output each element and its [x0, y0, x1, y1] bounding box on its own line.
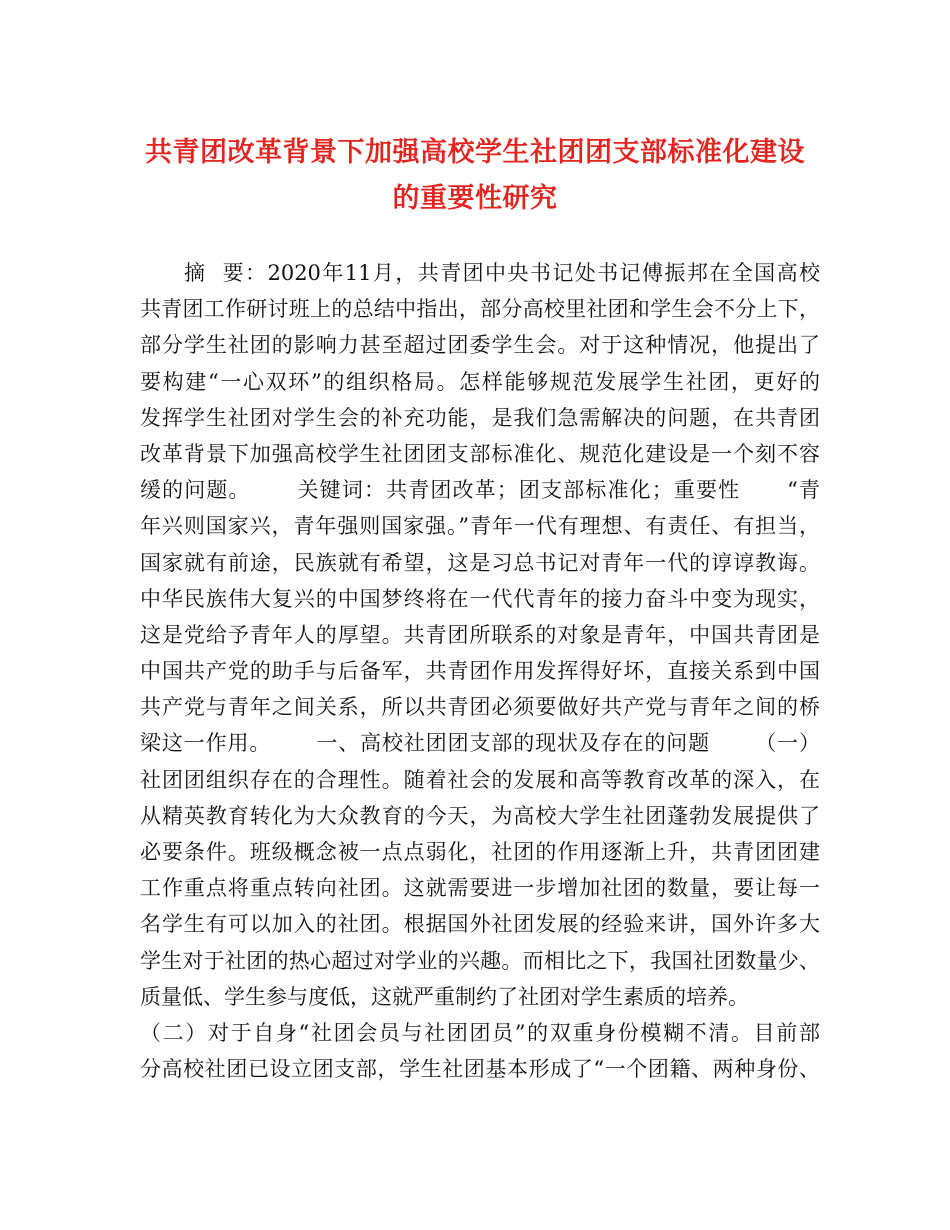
body-line-3: 部分学生社团的影响力甚至超过团委学生会。对于这种情况，他提出了: [140, 333, 820, 358]
body-line-1: 摘 要：2020年11月，共青团中央书记处书记傅振邦在全国高校: [184, 261, 820, 285]
body-line-16: 从精英教育转化为大众教育的今天，为高校大学生社团蓬勃发展提供了: [140, 803, 820, 828]
document-body: [140, 255, 820, 1087]
body-line-11: 这是党给予青年人的厚望。共青团所联系的对象是青年，中国共青团是: [140, 622, 820, 647]
body-line-13: 共产党与青年之间关系，所以共青团必须要做好共产党与青年之间的桥: [140, 695, 820, 720]
body-line-21: 质量低、学生参与度低，这就严重制约了社团对学生素质的培养。: [140, 984, 749, 1009]
body-line-22: （二）对于自身“社团会员与社团团员”的双重身份模糊不清。目前部: [140, 1020, 820, 1045]
body-line-4: 要构建“一心双环”的组织格局。怎样能够规范发展学生社团，更好的: [140, 369, 820, 394]
body-line-20: 学生对于社团的热心超过对学业的兴趣。而相比之下，我国社团数量少、: [140, 948, 820, 973]
body-line-15: 社团团组织存在的合理性。随着社会的发展和高等教育改革的深入，在: [140, 767, 820, 792]
body-line-6: 改革背景下加强高校学生社团团支部标准化、规范化建设是一个刻不容: [140, 441, 820, 466]
body-line-2: 共青团工作研讨班上的总结中指出，部分高校里社团和学生会不分上下，: [140, 297, 820, 322]
document-title-line-1: 共青团改革背景下加强高校学生社团团支部标准化建设: [145, 137, 805, 168]
body-line-10: 中华民族伟大复兴的中国梦终将在一代代青年的接力奋斗中变为现实，: [140, 586, 820, 611]
body-line-14: 梁这一作用。 一、高校社团团支部的现状及存在的问题 （一）: [140, 731, 820, 756]
document-title-line-2: 的重要性研究: [392, 183, 558, 214]
body-line-18: 工作重点将重点转向社团。这就需要进一步增加社团的数量，要让每一: [140, 876, 820, 901]
body-line-12: 中国共产党的助手与后备军，共青团作用发挥得好坏，直接关系到中国: [140, 659, 820, 684]
body-line-5: 发挥学生社团对学生会的补充功能，是我们急需解决的问题，在共青团: [140, 405, 820, 430]
body-line-7: 缓的问题。 关键词：共青团改革；团支部标准化；重要性 “青: [140, 478, 820, 503]
body-line-17: 必要条件。班级概念被一点点弱化，社团的作用逐渐上升，共青团团建: [140, 840, 820, 864]
body-line-8: 年兴则国家兴，青年强则国家强。”青年一代有理想、有责任、有担当，: [140, 514, 820, 539]
body-line-9: 国家就有前途，民族就有希望，这是习总书记对青年一代的谆谆教诲。: [140, 550, 820, 575]
body-line-19: 名学生有可以加入的社团。根据国外社团发展的经验来讲，国外许多大: [140, 912, 820, 937]
body-line-23: 分高校社团已设立团支部，学生社团基本形成了“一个团籍、两种身份、: [140, 1057, 820, 1082]
